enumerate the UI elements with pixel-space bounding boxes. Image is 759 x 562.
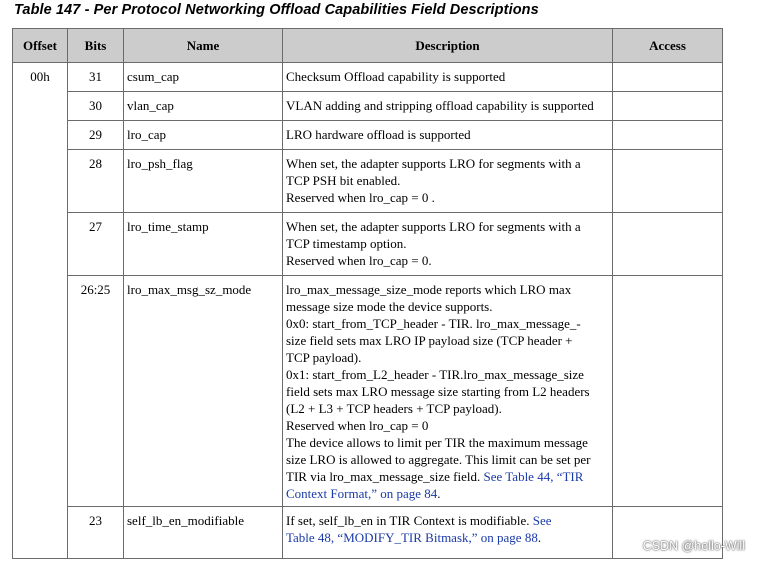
access-cell <box>613 63 723 92</box>
name-cell: csum_cap <box>124 63 283 92</box>
name-cell: lro_cap <box>124 121 283 150</box>
description-cell <box>283 92 613 121</box>
table-row <box>13 63 723 92</box>
description-cell <box>283 63 613 92</box>
modify-tir-bitmask-link[interactable]: See <box>532 513 552 528</box>
table-row <box>13 150 723 213</box>
description-line: When set, the adapter supports LRO for segments with a <box>286 219 581 234</box>
description-line: Reserved when lro_cap = 0 <box>286 418 429 433</box>
access-cell <box>613 213 723 276</box>
table-row <box>13 276 723 507</box>
table-row <box>13 121 723 150</box>
description-line <box>286 529 609 546</box>
description-line: (L2 + L3 + TCP headers + TCP payload). <box>286 401 502 416</box>
table-row <box>13 507 723 559</box>
description-cell <box>283 121 613 150</box>
description-line: message size mode the device supports. <box>286 299 493 314</box>
description-line <box>286 485 609 502</box>
description-line: LRO hardware offload is supported <box>286 127 471 142</box>
description-cell <box>283 150 613 213</box>
table-row <box>13 92 723 121</box>
modify-tir-bitmask-link-cont[interactable]: Table 48, “MODIFY_TIR Bitmask,” on page 88 <box>286 530 538 545</box>
description-line: 0x1: start_from_L2_header - TIR.lro_max_message_size <box>286 367 584 382</box>
table-caption: Table 147 - Per Protocol Networking Offload Capabilities Field Descriptions <box>14 2 539 18</box>
name-cell: lro_max_msg_sz_mode <box>124 276 283 507</box>
bits-cell: 26:25 <box>68 276 124 507</box>
table-row <box>13 213 723 276</box>
tir-context-format-link-cont[interactable]: Context Format,” on page 84 <box>286 486 438 501</box>
bits-cell: 29 <box>68 121 124 150</box>
description-line <box>286 512 609 529</box>
tir-context-format-link[interactable]: See Table 44, “TIR <box>483 469 584 484</box>
watermark: CSDN @hello-Will <box>642 539 745 553</box>
description-line: Checksum Offload capability is supported <box>286 69 506 84</box>
header-offset: Offset <box>13 29 68 63</box>
name-cell: vlan_cap <box>124 92 283 121</box>
header-bits: Bits <box>68 29 124 63</box>
description-punctuation: . <box>437 486 441 501</box>
bits-cell: 23 <box>68 507 124 559</box>
name-cell: lro_time_stamp <box>124 213 283 276</box>
description-line: When set, the adapter supports LRO for segments with a <box>286 156 581 171</box>
bits-cell: 30 <box>68 92 124 121</box>
description-cell <box>283 213 613 276</box>
access-cell <box>613 150 723 213</box>
access-cell <box>613 92 723 121</box>
description-line: size LRO is allowed to aggregate. This limit can be set per <box>286 452 591 467</box>
header-description: Description <box>283 29 613 63</box>
description-line: field sets max LRO message size starting from L2 headers <box>286 384 590 399</box>
bits-cell: 27 <box>68 213 124 276</box>
bits-cell: 31 <box>68 63 124 92</box>
name-cell: self_lb_en_modifiable <box>124 507 283 559</box>
header-name: Name <box>124 29 283 63</box>
description-line: 0x0: start_from_TCP_header - TIR. lro_max_message_- <box>286 316 581 331</box>
table-header-row <box>13 29 723 63</box>
description-text: TIR via lro_max_message_size field. <box>286 469 481 484</box>
access-cell <box>613 121 723 150</box>
description-line: lro_max_message_size_mode reports which LRO max <box>286 282 572 297</box>
access-cell <box>613 276 723 507</box>
description-text: If set, self_lb_en in TIR Context is modifiable. <box>286 513 530 528</box>
field-description-table <box>12 28 723 559</box>
description-line: TCP timestamp option. <box>286 236 407 251</box>
header-access: Access <box>613 29 723 63</box>
description-line: The device allows to limit per TIR the maximum message <box>286 435 588 450</box>
description-line: Reserved when lro_cap = 0. <box>286 253 432 268</box>
offset-cell: 00h <box>13 63 68 559</box>
description-cell <box>283 276 613 507</box>
description-line: VLAN adding and stripping offload capability is supported <box>286 98 594 113</box>
description-line: Reserved when lro_cap = 0 . <box>286 190 435 205</box>
description-line: TCP payload). <box>286 350 362 365</box>
description-punctuation: . <box>537 530 542 545</box>
description-line: size field sets max LRO IP payload size (TCP header + <box>286 333 573 348</box>
description-line: TCP PSH bit enabled. <box>286 173 401 188</box>
description-cell <box>283 507 613 559</box>
bits-cell: 28 <box>68 150 124 213</box>
description-line <box>286 468 609 485</box>
name-cell: lro_psh_flag <box>124 150 283 213</box>
